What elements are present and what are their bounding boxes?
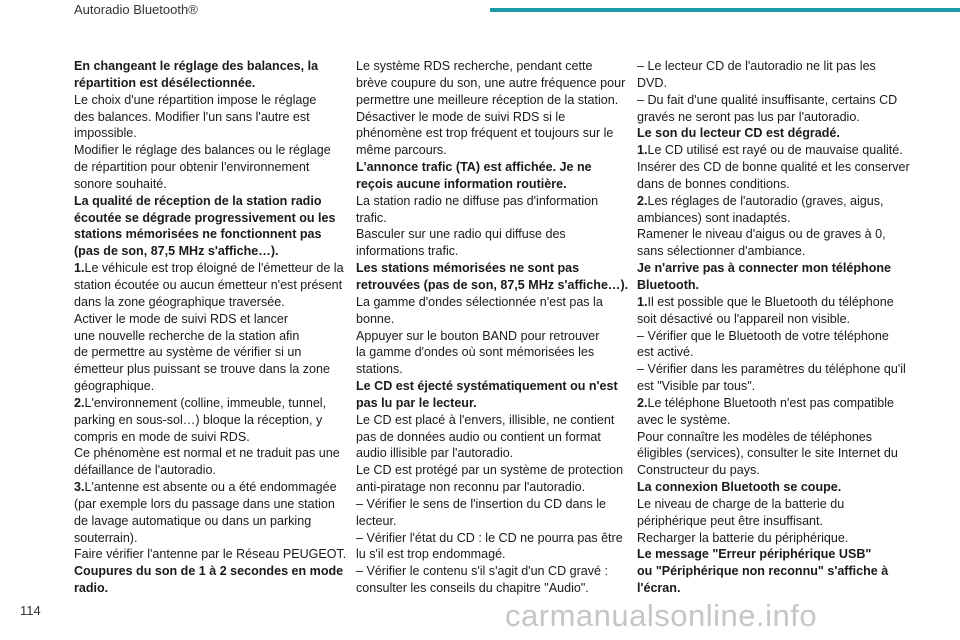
text-line — [74, 412, 336, 429]
heading-line — [74, 563, 344, 580]
line-text: Activer le mode de suivi RDS et lancer — [74, 311, 289, 326]
text-line — [637, 159, 910, 176]
line-text: dans de bonnes conditions. — [637, 176, 790, 191]
text-line — [356, 109, 618, 126]
text-line — [356, 513, 618, 530]
line-text: bonne. — [356, 311, 395, 326]
line-text: Je n'arrive pas à connecter mon téléphone — [637, 261, 892, 276]
line-text: Le choix d'une répartition impose le réglage — [74, 92, 317, 107]
line-text: est activé. — [637, 345, 694, 360]
text-line — [356, 92, 618, 109]
text-line — [356, 311, 618, 328]
watermark: carmanualsonline.info — [505, 598, 818, 633]
text-line — [356, 75, 626, 92]
heading-line — [637, 125, 899, 142]
line-text: l'écran. — [637, 581, 681, 596]
text-line — [74, 445, 340, 462]
text-line — [356, 462, 624, 479]
line-text: ou "Périphérique non reconnu" s'affiche à — [637, 564, 889, 579]
text-line — [637, 210, 899, 227]
text-line — [356, 361, 618, 378]
line-text: Le niveau de charge de la batterie du — [637, 496, 845, 511]
line-text: Les stations mémorisées ne sont pas — [356, 261, 580, 276]
line-text: reçois aucune information routière. — [356, 176, 567, 191]
text-line — [637, 311, 899, 328]
line-text: la gamme d'ondes où sont mémorisées les — [356, 345, 595, 360]
line-text: est "Visible par tous". — [637, 379, 756, 394]
line-text: des balances. Modifier l'un sans l'autre est — [74, 109, 310, 124]
line-text: brève coupure du son, une autre fréquence pour — [356, 75, 626, 90]
text-line — [356, 193, 618, 210]
line-text: – Vérifier l'état du CD : le CD ne pourra pas être — [356, 530, 623, 545]
heading-line — [356, 378, 618, 395]
text-line — [637, 226, 899, 243]
header-accent-bar — [490, 8, 960, 12]
list-number: 2. — [637, 193, 648, 208]
line-text: – Vérifier que le Bluetooth de votre téléphone — [637, 328, 889, 343]
line-text: de répartition pour obtenir l'environnement — [74, 160, 310, 175]
text-line — [637, 412, 899, 429]
line-text: même parcours. — [356, 143, 447, 158]
heading-line — [637, 277, 899, 294]
list-number: 2. — [74, 395, 85, 410]
line-text: Ce phénomène est normal et ne traduit pas une — [74, 446, 340, 461]
text-line — [74, 513, 336, 530]
line-text: station écoutée ou aucun émetteur n'est présent — [74, 277, 343, 292]
text-line — [637, 361, 906, 378]
heading-line — [356, 277, 629, 294]
text-line — [356, 445, 618, 462]
line-text: de permettre au système de vérifier si un — [74, 345, 302, 360]
text-line — [356, 294, 618, 311]
line-text: trafic. — [356, 210, 387, 225]
text-line — [356, 563, 618, 580]
heading-line — [74, 193, 336, 210]
text-line — [74, 395, 336, 412]
text-line — [74, 378, 336, 395]
heading-line — [74, 580, 336, 597]
line-text: En changeant le réglage des balances, la — [74, 59, 319, 73]
text-line — [637, 530, 899, 547]
line-text: de lavage automatique ou dans un parking — [74, 513, 312, 528]
text-line — [637, 75, 899, 92]
line-text: (par exemple lors du passage dans une station — [74, 496, 335, 511]
text-line — [637, 142, 903, 159]
line-text: impossible. — [74, 126, 137, 141]
text-line — [74, 294, 336, 311]
line-text: compris en mode de suivi RDS. — [74, 429, 250, 444]
text-line — [356, 429, 618, 446]
text-line — [356, 479, 618, 496]
text-line — [74, 142, 336, 159]
line-text: dans la zone géographique traversée. — [74, 294, 285, 309]
line-text: L'antenne est absente ou a été endommagée — [84, 480, 337, 495]
text-line — [637, 429, 899, 446]
line-text: sonore souhaité. — [74, 176, 167, 191]
text-line — [356, 125, 618, 142]
line-text: Le CD est éjecté systématiquement ou n'est — [356, 379, 618, 394]
line-text: avec le système. — [637, 412, 731, 427]
text-line — [74, 361, 336, 378]
line-text: souterrain). — [74, 530, 138, 545]
text-column-1 — [74, 58, 347, 597]
line-text: stations. — [356, 362, 403, 377]
line-text: permettre une meilleure réception de la station. — [356, 92, 619, 107]
line-text: anti-piratage non reconnu par l'autoradio. — [356, 480, 586, 495]
text-line — [356, 546, 618, 563]
line-text: (pas de son, 87,5 MHz s'affiche…). — [74, 244, 279, 259]
line-text: retrouvées (pas de son, 87,5 MHz s'affiche…). — [356, 277, 629, 292]
line-text: Bluetooth. — [637, 277, 700, 292]
text-line — [637, 462, 899, 479]
heading-line — [637, 260, 899, 277]
heading-line — [356, 176, 618, 193]
line-text: éligibles (services), consulter le site Internet du — [637, 446, 898, 461]
text-line — [356, 58, 618, 75]
text-line — [74, 462, 336, 479]
text-line — [356, 243, 618, 260]
line-text: L'annonce trafic (TA) est affichée. Je ne — [356, 160, 592, 175]
heading-line — [74, 243, 336, 260]
line-text: défaillance de l'autoradio. — [74, 463, 216, 478]
text-line — [74, 92, 336, 109]
text-column-2 — [356, 58, 629, 597]
heading-line — [74, 58, 336, 75]
line-text: La connexion Bluetooth se coupe. — [637, 480, 842, 495]
text-line — [356, 328, 618, 345]
text-line — [637, 92, 899, 109]
list-number: 3. — [74, 480, 85, 495]
line-text: Désactiver le mode de suivi RDS si le — [356, 109, 566, 124]
text-line — [74, 530, 336, 547]
heading-line — [637, 580, 899, 597]
line-text: informations trafic. — [356, 244, 459, 259]
line-text: Le CD utilisé est rayé ou de mauvaise qualité. — [647, 143, 903, 158]
text-column-3 — [637, 58, 910, 597]
text-line — [637, 294, 899, 311]
line-text: Basculer sur une radio qui diffuse des — [356, 227, 566, 242]
line-text: La gamme d'ondes sélectionnée n'est pas la — [356, 294, 603, 309]
line-text: lecteur. — [356, 513, 397, 528]
line-text: soit désactivé ou l'appareil non visible. — [637, 311, 851, 326]
list-number: 1. — [74, 261, 85, 276]
text-line — [637, 378, 899, 395]
line-text: écoutée se dégrade progressivement ou les — [74, 210, 336, 225]
line-text: une nouvelle recherche de la station afin — [74, 328, 300, 343]
line-text: Faire vérifier l'antenne par le Réseau PEUGEOT. — [74, 547, 347, 562]
line-text: Le message "Erreur périphérique USB" — [637, 547, 872, 562]
heading-line — [74, 210, 336, 227]
line-text: lu s'il est trop endommagé. — [356, 547, 506, 562]
line-text: sans sélectionner d'ambiance. — [637, 244, 806, 259]
heading-line — [74, 226, 336, 243]
line-text: Pour connaître les modèles de téléphones — [637, 429, 873, 444]
heading-line — [637, 563, 899, 580]
line-text: – Le lecteur CD de l'autoradio ne lit pas les — [637, 59, 876, 73]
text-line — [637, 193, 899, 210]
line-text: consulter les conseils du chapitre "Audio". — [356, 581, 589, 596]
text-line — [74, 311, 336, 328]
line-text: parking en sous-sol…) bloque la réception, y — [74, 412, 323, 427]
text-line — [637, 109, 899, 126]
text-line — [637, 58, 899, 75]
line-text: Le véhicule est trop éloigné de l'émetteur de la — [84, 261, 344, 276]
text-line — [74, 277, 343, 294]
line-text: radio. — [74, 581, 109, 596]
line-text: Constructeur du pays. — [637, 463, 760, 478]
line-text: phénomène est trop fréquent et toujours sur le — [356, 126, 614, 141]
text-line — [74, 109, 336, 126]
page-number: 114 — [20, 603, 41, 618]
heading-line — [74, 75, 336, 92]
text-line — [356, 580, 618, 597]
line-text: émetteur plus puissant se trouve dans la zone — [74, 362, 330, 377]
line-text: Insérer des CD de bonne qualité et les conserver — [637, 160, 910, 175]
line-text: DVD. — [637, 75, 667, 90]
text-line — [74, 125, 336, 142]
text-line — [74, 496, 336, 513]
text-line — [637, 395, 899, 412]
text-line — [74, 260, 344, 277]
text-line — [356, 226, 618, 243]
line-text: géographique. — [74, 379, 155, 394]
list-number: 1. — [637, 143, 648, 158]
heading-line — [356, 260, 618, 277]
line-text: Recharger la batterie du périphérique. — [637, 530, 849, 545]
line-text: pas lu par le lecteur. — [356, 395, 477, 410]
line-text: Le système RDS recherche, pendant cette — [356, 59, 593, 73]
text-line — [637, 496, 899, 513]
heading-line — [356, 395, 618, 412]
line-text: Appuyer sur le bouton BAND pour retrouver — [356, 328, 600, 343]
text-line — [356, 496, 618, 513]
text-line — [356, 344, 618, 361]
line-text: Il est possible que le Bluetooth du téléphone — [647, 294, 894, 309]
line-text: L'environnement (colline, immeuble, tunnel, — [84, 395, 327, 410]
text-line — [637, 176, 899, 193]
text-line — [74, 344, 336, 361]
text-line — [637, 243, 899, 260]
text-line — [356, 530, 623, 547]
line-text: périphérique peut être insuffisant. — [637, 513, 824, 528]
line-text: répartition est désélectionnée. — [74, 75, 256, 90]
text-line — [356, 412, 618, 429]
list-number: 2. — [637, 395, 648, 410]
line-text: Le téléphone Bluetooth n'est pas compatible — [647, 395, 895, 410]
line-text: stations mémorisées ne fonctionnent pas — [74, 227, 322, 242]
text-line — [74, 159, 336, 176]
line-text: – Vérifier le contenu s'il s'agit d'un CD gravé : — [356, 564, 608, 579]
line-text: Ramener le niveau d'aigus ou de graves à 0, — [637, 227, 886, 242]
line-text: pas de données audio ou contient un format — [356, 429, 601, 444]
heading-line — [356, 159, 618, 176]
line-text: Les réglages de l'autoradio (graves, aigus, — [647, 193, 884, 208]
heading-line — [637, 546, 899, 563]
line-text: Le son du lecteur CD est dégradé. — [637, 126, 840, 141]
line-text: audio illisible par l'autoradio. — [356, 446, 514, 461]
line-text: – Du fait d'une qualité insuffisante, certains CD — [637, 92, 898, 107]
text-line — [637, 513, 899, 530]
text-line — [637, 328, 899, 345]
list-number: 1. — [637, 294, 648, 309]
text-line — [356, 210, 618, 227]
line-text: gravés ne seront pas lus par l'autoradio. — [637, 109, 860, 124]
text-line — [74, 546, 347, 563]
line-text: Coupures du son de 1 à 2 secondes en mode — [74, 564, 344, 579]
line-text: – Vérifier dans les paramètres du téléphone qu'il — [637, 362, 906, 377]
line-text: – Vérifier le sens de l'insertion du CD dans le — [356, 496, 606, 511]
line-text: ambiances) sont inadaptés. — [637, 210, 791, 225]
line-text: La station radio ne diffuse pas d'information — [356, 193, 599, 208]
page-header-title: Autoradio Bluetooth® — [74, 2, 198, 17]
text-line — [74, 328, 336, 345]
text-line — [637, 445, 899, 462]
line-text: Le CD est protégé par un système de protection — [356, 463, 624, 478]
text-line — [74, 176, 336, 193]
heading-line — [637, 479, 899, 496]
text-line — [356, 142, 618, 159]
text-line — [637, 344, 899, 361]
line-text: Le CD est placé à l'envers, illisible, ne contient — [356, 412, 615, 427]
line-text: Modifier le réglage des balances ou le réglage — [74, 143, 331, 158]
line-text: La qualité de réception de la station radio — [74, 193, 322, 208]
text-line — [74, 479, 336, 496]
text-line — [74, 429, 336, 446]
